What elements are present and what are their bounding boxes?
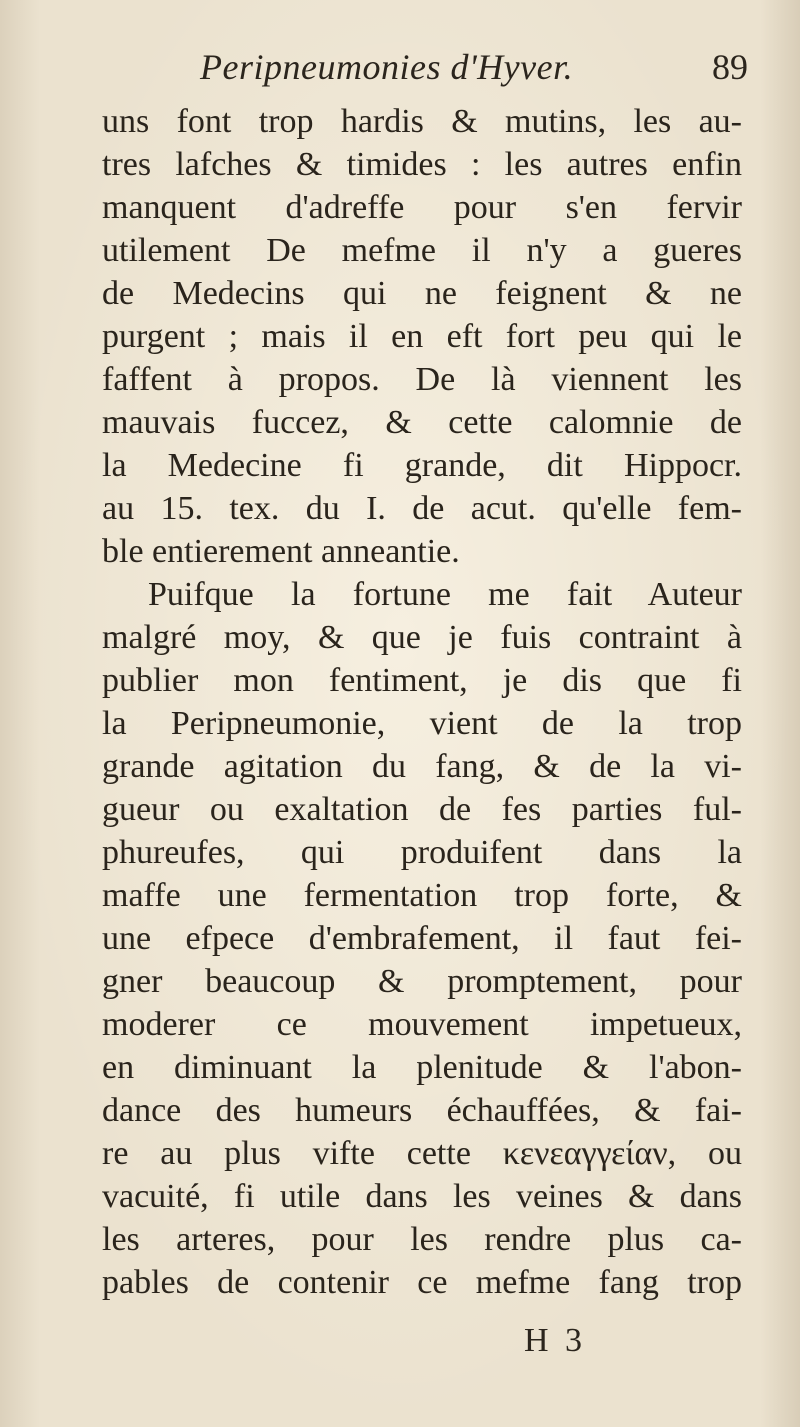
text-line: publier mon fentiment, je dis que fi [102, 662, 742, 699]
text-line: la Medecine fi grande, dit Hippocr. [102, 447, 742, 484]
text-line: malgré moy, & que je fuis contraint à [102, 619, 742, 656]
text-line: gueur ou exaltation de fes parties ful- [102, 791, 742, 828]
text-line: phureufes, qui produifent dans la [102, 834, 742, 871]
text-line: en diminuant la plenitude & l'abon- [102, 1049, 742, 1086]
page-footer [524, 1322, 586, 1372]
text-line: dance des humeurs échauffées, & fai- [102, 1092, 742, 1129]
text-line: une efpece d'embrafement, il faut fei- [102, 920, 742, 957]
text-line: faffent à propos. De là viennent les [102, 361, 742, 398]
text-line: purgent ; mais il en eft fort peu qui le [102, 318, 742, 355]
text-line: grande agitation du fang, & de la vi- [102, 748, 742, 785]
page-header [200, 46, 760, 100]
signature-mark: H 3 [524, 1322, 587, 1359]
text-line: moderer ce mouvement impetueux, [102, 1006, 742, 1043]
text-line: ble entierement anneantie. [102, 533, 460, 570]
body-text [102, 100, 742, 1304]
text-line: uns font trop hardis & mutins, les au- [102, 103, 742, 140]
text-line: mauvais fuccez, & cette calomnie de [102, 404, 742, 441]
text-line: pables de contenir ce mefme fang trop [102, 1264, 742, 1301]
running-head: Peripneumonies d'Hyver. [200, 47, 574, 87]
text-line: les arteres, pour les rendre plus ca- [102, 1221, 742, 1258]
text-line: de Medecins qui ne feignent & ne [102, 275, 742, 312]
text-line: manquent d'adreffe pour s'en fervir [102, 189, 742, 226]
page-number: 89 [712, 47, 748, 87]
text-line: maffe une fermentation trop forte, & [102, 877, 742, 914]
text-line: vacuité, fi utile dans les veines & dans [102, 1178, 742, 1215]
text-line: Puifque la fortune me fait Auteur [148, 576, 742, 613]
text-line: au 15. tex. du I. de acut. qu'elle fem- [102, 490, 742, 527]
text-line: tres lafches & timides : les autres enfin [102, 146, 742, 183]
text-line: re au plus vifte cette κενεαγγείαν, ou [102, 1135, 742, 1172]
text-line: gner beaucoup & promptement, pour [102, 963, 742, 1000]
text-line: la Peripneumonie, vient de la trop [102, 705, 742, 742]
text-line: utilement De mefme il n'y a gueres [102, 232, 742, 269]
